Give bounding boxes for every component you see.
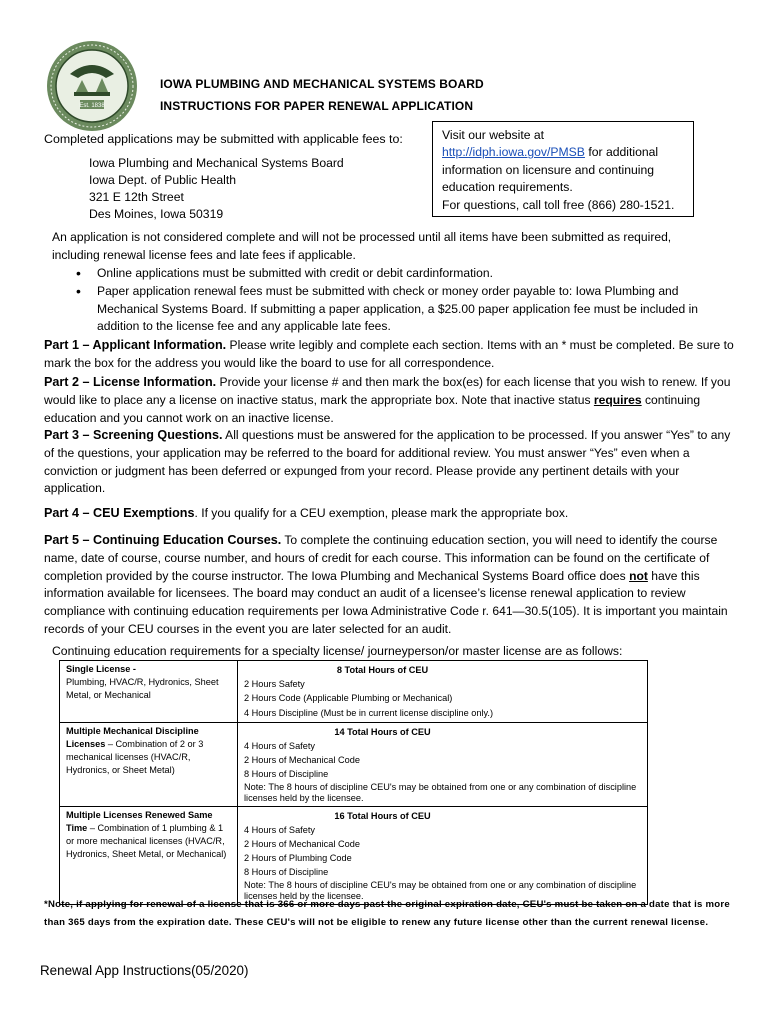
part-2-heading: Part 2 – License Information.: [44, 375, 217, 389]
part-5-section: [44, 532, 739, 639]
part-5-text: have this information available for licensees. The board may conduct an audit of a licensee’s license renewal application to review compliance with continuing education requirements per Iowa Administrative Code r. 641—30.5(105). It is important you maintain records of your CEU courses in the event you are later selected for an audit.: [44, 568, 728, 636]
ceu-item: 4 Hours Discipline (Must be in current license discipline only.): [244, 707, 494, 718]
pmsb-website-link[interactable]: http://idph.iowa.gov/PMSB: [442, 145, 585, 160]
ceu-item: 4 Hours of Safety: [244, 741, 315, 752]
part-4-text: . If you qualify for a CEU exemption, please mark the appropriate box.: [194, 506, 569, 520]
ceu-item: 2 Hours Safety: [244, 679, 305, 690]
ceu-item: 4 Hours of Safety: [244, 824, 315, 835]
table-row: [60, 661, 648, 723]
ceu-item: 2 Hours Code (Applicable Plumbing or Mechanical): [244, 693, 453, 704]
late-renewal-footnote: *Note, if applying for renewal of a license that is 366 or more days past the original expiration date, CEU's must be taken on a date that is more than 365 days from the expiration date. These CEU's will not be eligible to renew any future license other than the current renewal license.: [44, 899, 730, 928]
title-line-1: IOWA PLUMBING AND MECHANICAL SYSTEMS BOARD: [160, 77, 484, 91]
total-hours-heading: 14 Total Hours of CEU: [334, 726, 431, 737]
address-line: 321 E 12th Street: [89, 190, 184, 204]
license-type-desc: – Combination of 2 or 3 mechanical licenses (HVAC/R, Hydronics, or Sheet Metal): [66, 738, 204, 775]
part-2-section: [44, 374, 739, 427]
part-3-section: [44, 427, 739, 498]
part-3-text: All questions must be answered for the application to be processed. If you answer “Yes” to any of the questions, your application may be referred to the board for additional review. You must answer “Yes” even when a conviction or judgment has been deferred or expunged from your record. Please provide any pertinent details with your application.: [44, 428, 731, 496]
table-row: [60, 806, 648, 904]
address-line: Iowa Plumbing and Mechanical Systems Board: [89, 156, 344, 170]
board-seal-logo: [46, 40, 138, 132]
license-type-title: Multiple Mechanical Discipline Licenses: [66, 725, 199, 749]
total-hours-heading: 8 Total Hours of CEU: [336, 665, 429, 675]
part-5-text: To complete the continuing education section, you will need to identify the course name, date of course, course number, and hours of credit for each course. This information can be found on the certificate of completion provided by the course instructor. The Iowa Plumbing and Mechanical Systems Board office does: [44, 533, 718, 583]
license-type-cell: [60, 722, 238, 806]
ceu-hours-cell: [238, 806, 648, 904]
part-2-text: Provide your license # and then mark the box(es) for each license that you wish to renew. If you would like to place any a license on inactive status, mark the appropriate box. Note that inactive status: [44, 375, 731, 407]
part-1-section: [44, 337, 739, 373]
website-line: for additional: [584, 145, 659, 160]
license-type-cell: [60, 661, 238, 723]
bullet-online-payment: • Online applications must be submitted with credit or debit cardinformation.: [76, 265, 726, 283]
ceu-item: 8 Hours of Discipline: [244, 769, 329, 780]
website-line: Visit our website at: [442, 128, 545, 142]
address-line: Iowa Dept. of Public Health: [89, 173, 237, 187]
part-1-text: Please write legibly and complete each section. Items with an * must be completed. Be sure to mark the box for the address you would like the board to use for all correspondence.: [44, 338, 734, 370]
seal-text: Est. 1838: [79, 103, 105, 109]
website-line: education requirements.: [442, 180, 573, 195]
part-4-heading: Part 4 – CEU Exemptions: [44, 506, 195, 520]
bullet-paper-payment: • Paper application renewal fees must be submitted with check or money order payable to: Iowa Plumbing and Mechanical Systems Board. If submitting a paper application, a $25.00 paper application fee must be included in addition to the license fee and any applicable late fees.: [76, 283, 726, 336]
application-complete-note: An application is not considered complete and will not be processed until all items have been submitted as required, including renewal license fees and late fees if applicable.: [52, 230, 672, 262]
not-emphasis: not: [629, 568, 648, 583]
license-type-desc: – Combination of 1 plumbing & 1 or more mechanical licenses (HVAC/R, Hydronics, Sheet Metal, or Mechanical): [66, 822, 227, 859]
total-hours-heading: 16 Total Hours of CEU: [334, 810, 431, 821]
part-4-section: [44, 505, 739, 523]
submission-intro: Completed applications may be submitted with applicable fees to:: [44, 132, 403, 146]
title-line-2: INSTRUCTIONS FOR PAPER RENEWAL APPLICATION: [160, 99, 474, 113]
requires-emphasis: requires: [593, 392, 642, 407]
ceu-hours-cell: [238, 722, 648, 806]
part-1-heading: Part 1 – Applicant Information.: [44, 338, 227, 352]
part-3-heading: Part 3 – Screening Questions.: [44, 428, 223, 442]
license-type-title: Single License -: [66, 664, 136, 674]
website-info-box: [432, 121, 694, 217]
phone-line: For questions, call toll free (866) 280-1521.: [442, 197, 675, 212]
ceu-item: 2 Hours of Plumbing Code: [244, 853, 352, 864]
license-type-title: Multiple Licenses Renewed Same Time: [66, 809, 213, 833]
document-title: [160, 73, 484, 117]
license-type-desc: Plumbing, HVAC/R, Hydronics, Sheet Metal, or Mechanical: [66, 677, 219, 700]
part-2-text: continuing education and you cannot work on an inactive license.: [44, 392, 701, 425]
payment-bullets: [76, 265, 726, 336]
ceu-note: Note: The 8 hours of discipline CEU's may be obtained from one or any combination of discipline licenses held by the licensee.: [244, 781, 637, 803]
mailing-address: [89, 155, 344, 223]
ceu-note: Note: The 8 hours of discipline CEU's may be obtained from one or any combination of discipline licenses held by the licensee.: [244, 879, 637, 901]
page-footer: Renewal App Instructions(05/2020): [40, 963, 249, 978]
address-line: Des Moines, Iowa 50319: [89, 207, 224, 221]
ceu-item: 2 Hours of Mechanical Code: [244, 839, 360, 850]
ceu-item: 8 Hours of Discipline: [244, 867, 329, 878]
part-5-heading: Part 5 – Continuing Education Courses.: [44, 533, 282, 547]
table-row: [60, 722, 648, 806]
ceu-requirements-table: [59, 660, 648, 905]
ceu-item: 2 Hours of Mechanical Code: [244, 755, 360, 766]
ceu-hours-cell: [238, 661, 648, 723]
license-type-cell: [60, 806, 238, 904]
website-line: information on licensure and continuing: [442, 162, 655, 177]
ceu-requirements-intro: Continuing education requirements for a specialty license/ journeyperson/or master license are as follows:: [52, 644, 623, 658]
